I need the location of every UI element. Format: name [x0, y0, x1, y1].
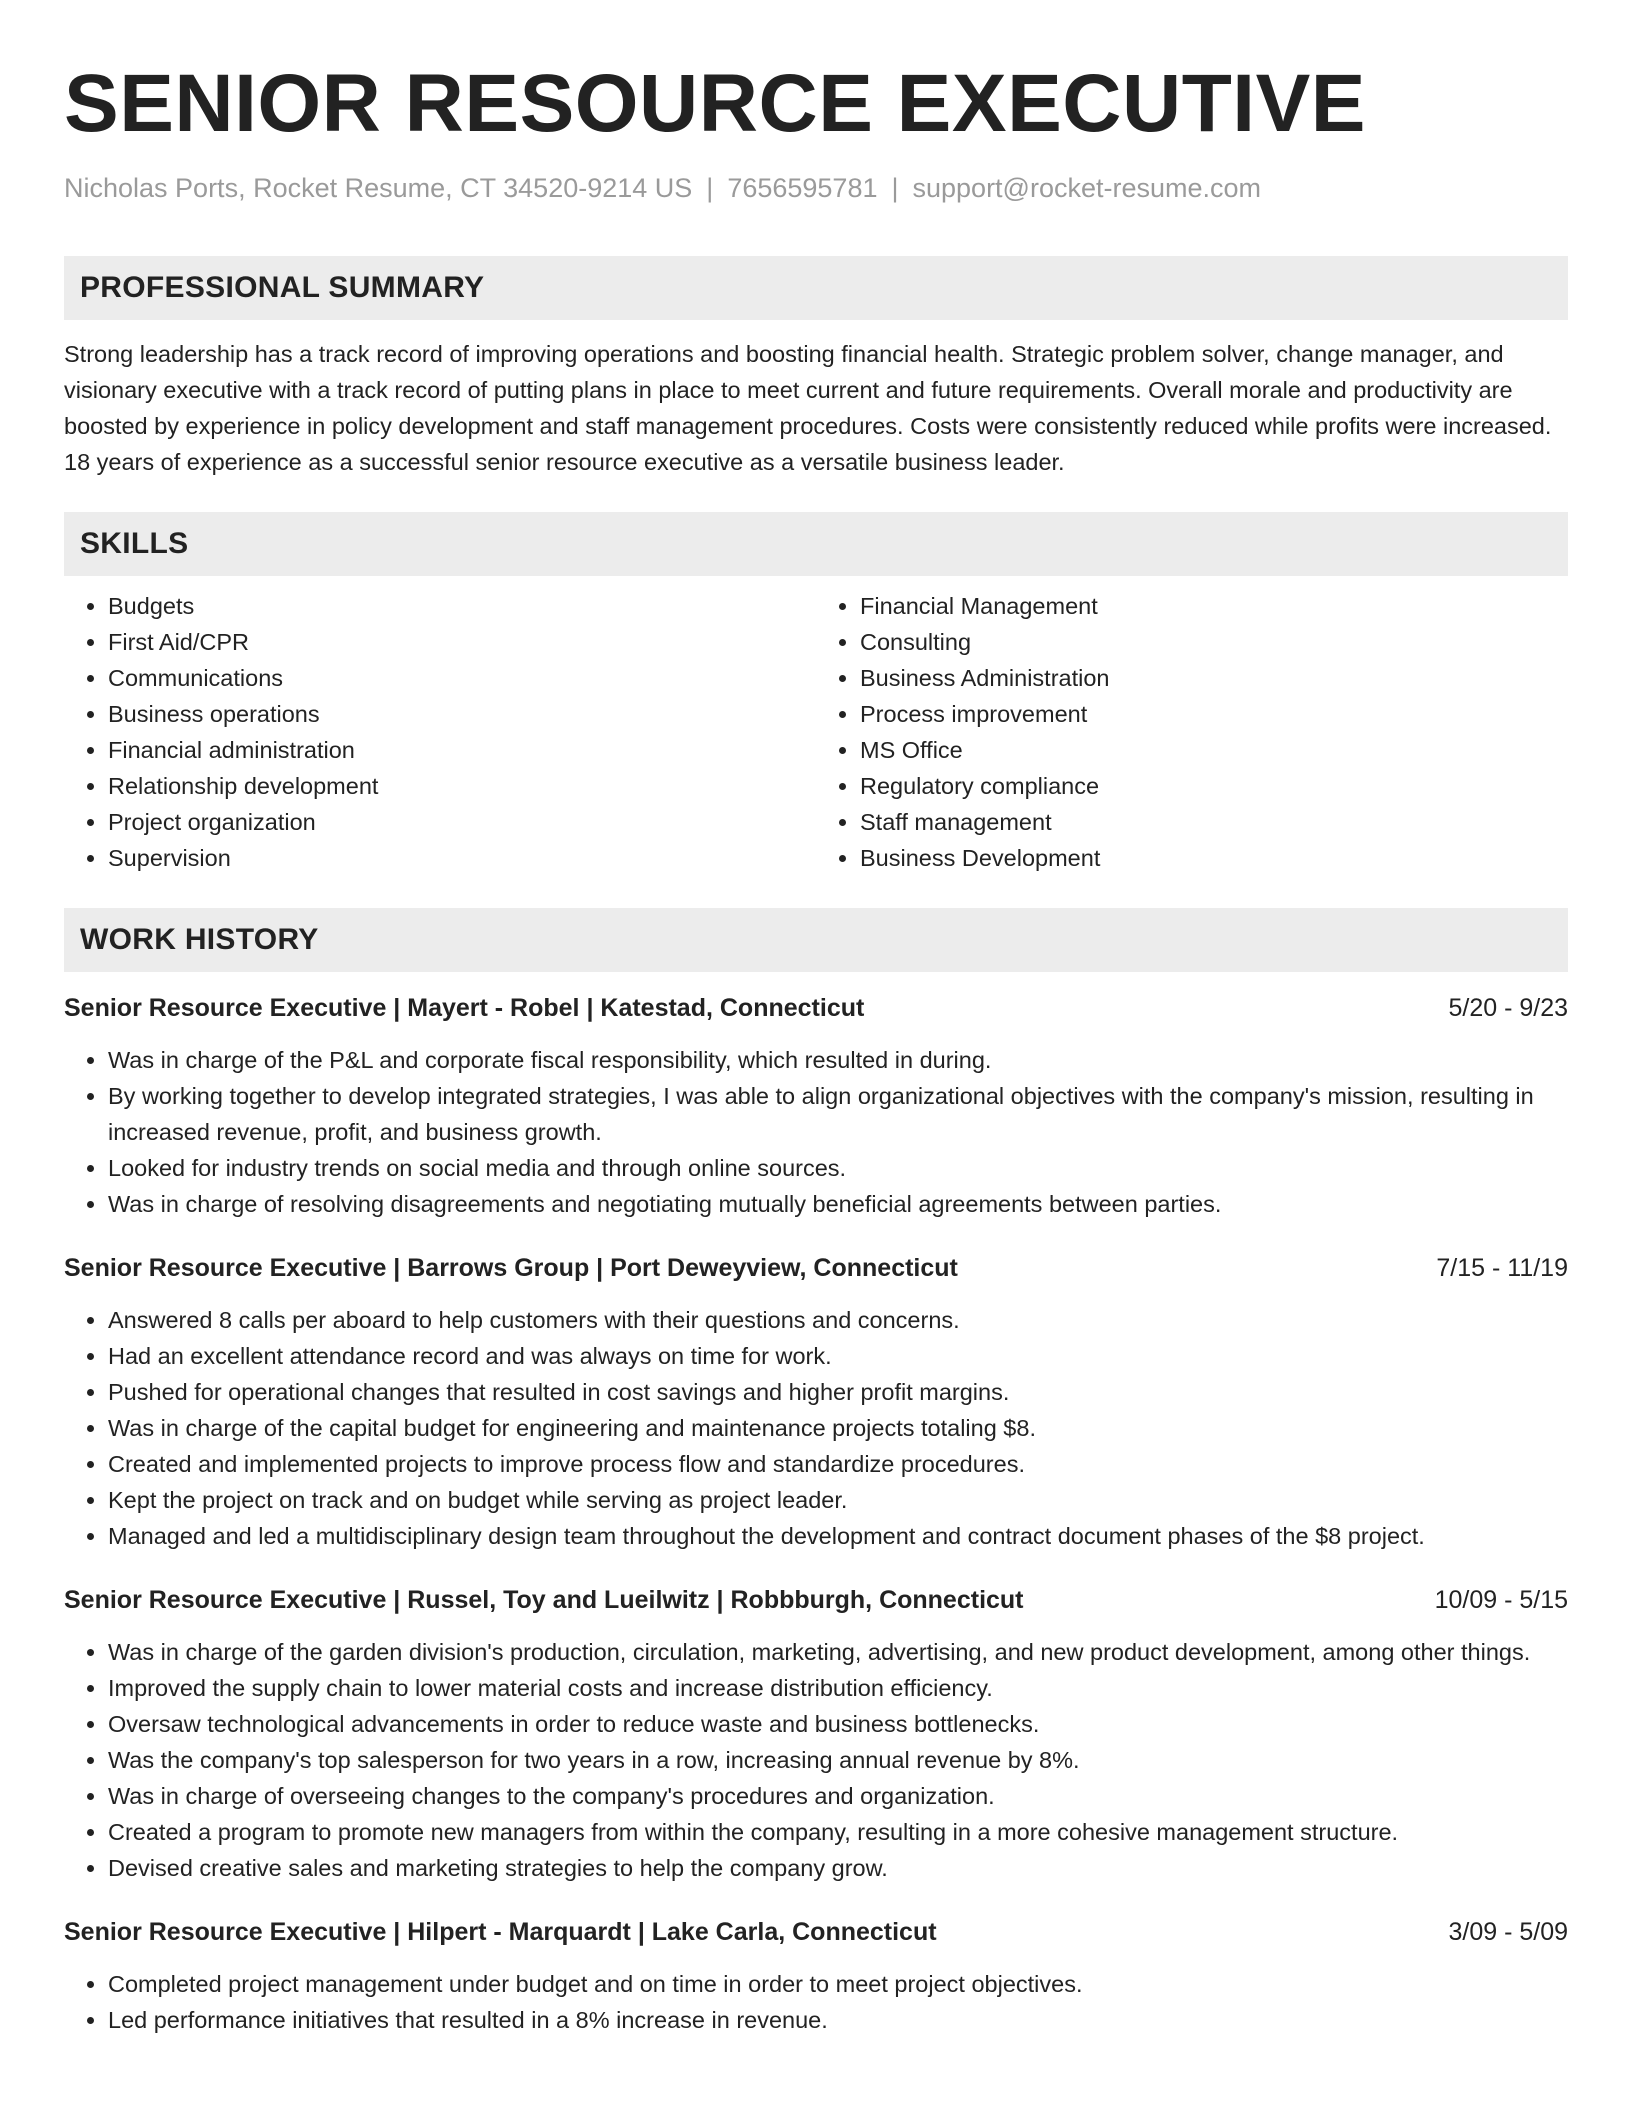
job-bullet: • Was in charge of the garden division's production, circulation, marketing, advertising, and new product development, among other things.: [108, 1634, 1568, 1670]
job-entry: [64, 1914, 1568, 2038]
job-bullet: • Created and implemented projects to improve process flow and standardize procedures.: [108, 1446, 1568, 1482]
skill-item: • MS Office: [860, 732, 1568, 768]
skill-item: • Regulatory compliance: [860, 768, 1568, 804]
job-dates: 3/09 - 5/09: [1448, 1918, 1568, 1946]
work-history-list: [64, 990, 1568, 2038]
skill-item: • Business Development: [860, 840, 1568, 876]
contact-line: [64, 170, 1568, 206]
skills-list: [64, 588, 1568, 876]
job-bullet: • Managed and led a multidisciplinary design team throughout the development and contract document phases of the $8 project.: [108, 1518, 1568, 1554]
job-bullet: • Was the company's top salesperson for two years in a row, increasing annual revenue by 8%.: [108, 1742, 1568, 1778]
job-bullet: • Led performance initiatives that resulted in a 8% increase in revenue.: [108, 2002, 1568, 2038]
skill-item: • Relationship development: [108, 768, 816, 804]
job-entry: [64, 1582, 1568, 1886]
skill-item: • Financial Management: [860, 588, 1568, 624]
job-header: [64, 990, 1568, 1026]
job-bullet: • Oversaw technological advancements in order to reduce waste and business bottlenecks.: [108, 1706, 1568, 1742]
job-bullet: • Looked for industry trends on social media and through online sources.: [108, 1150, 1568, 1186]
job-bullets: [64, 1634, 1568, 1886]
skill-item: • Consulting: [860, 624, 1568, 660]
skills-column-left: [64, 588, 816, 876]
job-header: [64, 1914, 1568, 1950]
job-bullet: • Was in charge of resolving disagreements and negotiating mutually beneficial agreements between parties.: [108, 1186, 1568, 1222]
job-bullet: • Was in charge of the P&L and corporate fiscal responsibility, which resulted in during.: [108, 1042, 1568, 1078]
job-dates: 10/09 - 5/15: [1434, 1586, 1568, 1614]
job-bullet: • Was in charge of overseeing changes to the company's procedures and organization.: [108, 1778, 1568, 1814]
job-bullets: [64, 1966, 1568, 2038]
job-dates: 5/20 - 9/23: [1448, 994, 1568, 1022]
contact-email: support@rocket-resume.com: [912, 173, 1262, 203]
contact-phone: 7656595781: [727, 173, 878, 203]
summary-text: Strong leadership has a track record of improving operations and boosting financial health. Strategic problem solver, change manager, and visionary executive with a track record of putting plans in place to meet current and future requirements. Overall morale and productivity are boosted by experience in policy development and staff management procedures. Costs were consistently reduced while profits were increased. 18 years of experience as a successful senior resource executive as a versatile business leader.: [64, 341, 1552, 475]
work-history-heading: WORK HISTORY: [64, 908, 1568, 972]
skill-item: • Communications: [108, 660, 816, 696]
skill-item: • Business operations: [108, 696, 816, 732]
job-entry: [64, 1250, 1568, 1554]
job-bullet: • Had an excellent attendance record and was always on time for work.: [108, 1338, 1568, 1374]
job-bullet: • Completed project management under budget and on time in order to meet project objectives.: [108, 1966, 1568, 2002]
skills-heading: SKILLS: [64, 512, 1568, 576]
skill-item: • Financial administration: [108, 732, 816, 768]
job-bullet: • Was in charge of the capital budget for engineering and maintenance projects totaling $8.: [108, 1410, 1568, 1446]
skill-item: • Business Administration: [860, 660, 1568, 696]
skill-item: • Supervision: [108, 840, 816, 876]
contact-separator: |: [891, 173, 899, 203]
summary-heading: PROFESSIONAL SUMMARY: [64, 256, 1568, 320]
job-bullets: [64, 1302, 1568, 1554]
skills-column-right: [816, 588, 1568, 876]
job-header: [64, 1582, 1568, 1618]
skill-item: • Process improvement: [860, 696, 1568, 732]
contact-address: Nicholas Ports, Rocket Resume, CT 34520-9214 US: [64, 173, 693, 203]
job-bullet: • Answered 8 calls per aboard to help customers with their questions and concerns.: [108, 1302, 1568, 1338]
job-header: [64, 1250, 1568, 1286]
job-bullet: • Pushed for operational changes that resulted in cost savings and higher profit margins.: [108, 1374, 1568, 1410]
job-title: Senior Resource Executive | Russel, Toy and Lueilwitz | Robbburgh, Connecticut: [64, 1586, 1024, 1614]
skill-item: • Staff management: [860, 804, 1568, 840]
skill-item: • Project organization: [108, 804, 816, 840]
job-bullet: • By working together to develop integrated strategies, I was able to align organizational objectives with the company's mission, resulting in increased revenue, profit, and business growth.: [108, 1078, 1568, 1150]
job-bullet: • Kept the project on track and on budget while serving as project leader.: [108, 1482, 1568, 1518]
resume-title: SENIOR RESOURCE EXECUTIVE: [64, 58, 1366, 149]
job-bullet: • Created a program to promote new managers from within the company, resulting in a more cohesive management structure.: [108, 1814, 1568, 1850]
job-title: Senior Resource Executive | Hilpert - Marquardt | Lake Carla, Connecticut: [64, 1918, 937, 1946]
contact-separator: |: [706, 173, 714, 203]
job-bullets: [64, 1042, 1568, 1222]
skill-item: • First Aid/CPR: [108, 624, 816, 660]
job-entry: [64, 990, 1568, 1222]
job-bullet: • Devised creative sales and marketing strategies to help the company grow.: [108, 1850, 1568, 1886]
job-title: Senior Resource Executive | Barrows Group | Port Deweyview, Connecticut: [64, 1254, 958, 1282]
job-bullet: • Improved the supply chain to lower material costs and increase distribution efficiency.: [108, 1670, 1568, 1706]
skill-item: • Budgets: [108, 588, 816, 624]
job-dates: 7/15 - 11/19: [1436, 1254, 1568, 1282]
job-title: Senior Resource Executive | Mayert - Robel | Katestad, Connecticut: [64, 994, 865, 1022]
